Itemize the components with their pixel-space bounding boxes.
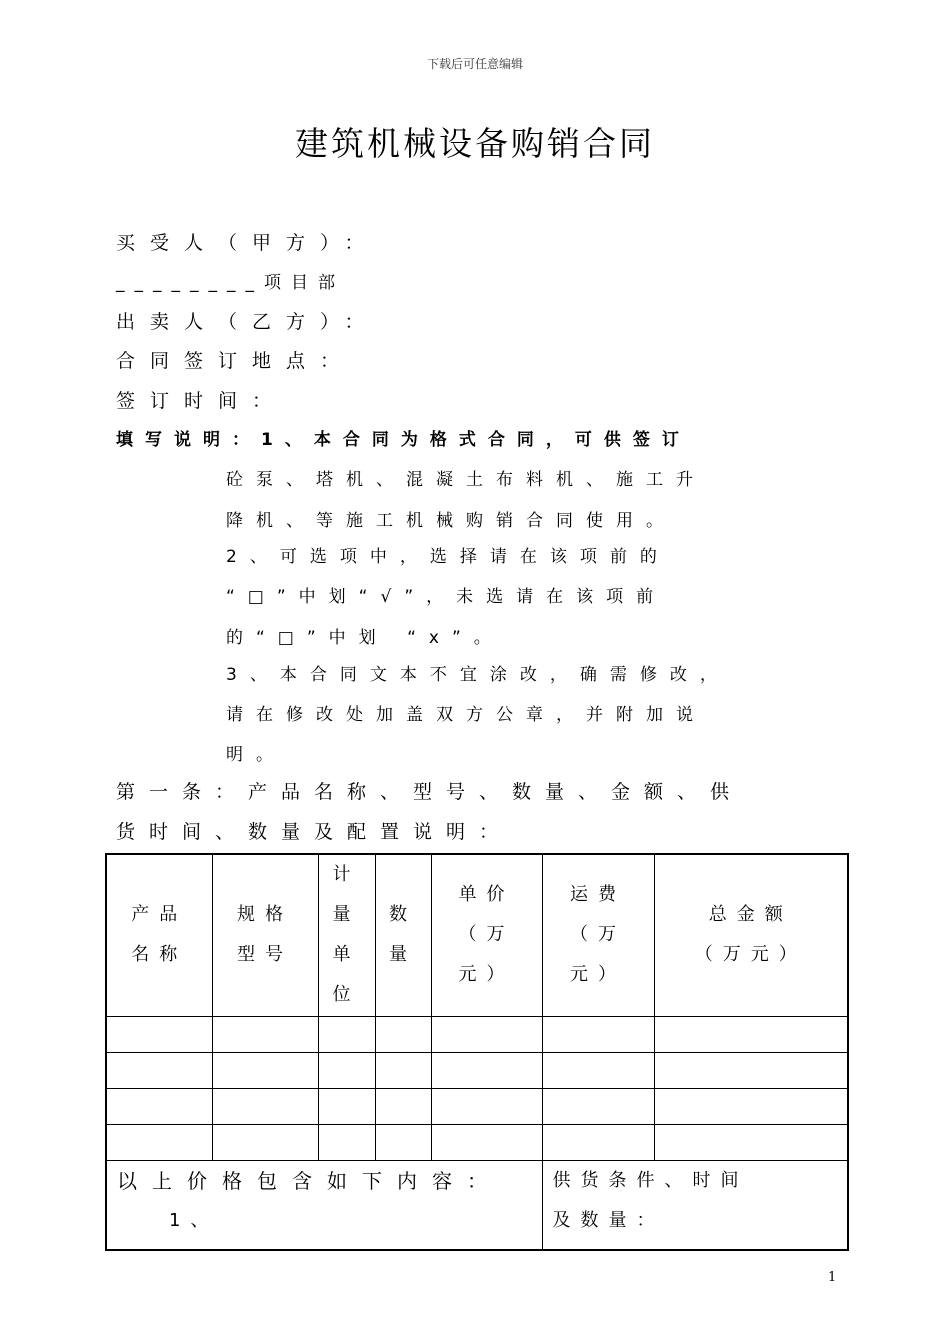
buyer-line: 买受人（甲方）：	[116, 232, 379, 254]
price-includes-cell: 以上价格包含如下内容： 1、	[106, 1160, 542, 1250]
table-row	[106, 1124, 848, 1160]
header-freight: 运费 （万 元）	[542, 854, 654, 1016]
article-1-line-2: 货时间、数量及配置说明：	[116, 821, 513, 843]
table-row	[106, 1016, 848, 1052]
table-row	[106, 1088, 848, 1124]
signing-place-line: 合同签订地点：	[116, 350, 355, 372]
page-number: 1	[828, 1270, 837, 1285]
instruction-1a: 填写说明：1、本合同为格式合同，可供签订	[116, 430, 691, 450]
instruction-1b: 砼泵、塔机、混凝土布料机、施工升	[226, 470, 706, 490]
product-table	[105, 853, 849, 1251]
signing-time-line: 签订时间：	[116, 390, 287, 412]
supply-conditions-cell: 供货条件、时间 及数量：	[542, 1160, 848, 1250]
page-header: 下载后可任意编辑	[426, 57, 523, 71]
document-title: 建筑机械设备购销合同	[295, 124, 655, 163]
instruction-3a: 3、本合同文本不宜涂改，确需修改，	[226, 665, 730, 685]
header-unit: 计 量 单 位	[318, 854, 375, 1016]
instruction-3c: 明。	[226, 745, 286, 765]
instruction-2c: 的“□”中划 “x”。	[226, 628, 504, 648]
instruction-2a: 2、可选项中，选择请在该项前的	[226, 547, 670, 567]
header-quantity: 数 量	[375, 854, 431, 1016]
header-total-amount: 总金额 （万元）	[654, 854, 848, 1016]
table-row	[106, 1052, 848, 1088]
instruction-1c: 降机、等施工机械购销合同使用。	[226, 511, 676, 531]
table-header-row	[106, 854, 848, 1016]
instruction-2b: “□”中划“√”，未选请在该项前	[226, 587, 667, 607]
instruction-3b: 请在修改处加盖双方公章，并附加说	[226, 705, 706, 725]
header-product-name: 产品 名称	[106, 854, 212, 1016]
seller-line: 出卖人（乙方）：	[116, 311, 379, 333]
header-unit-price: 单价 （万 元）	[431, 854, 542, 1016]
header-spec-model: 规格 型号	[212, 854, 318, 1016]
article-1-line-1: 第一条：产品名称、型号、数量、金额、供	[116, 781, 744, 803]
project-dept-line: ________项目部	[116, 273, 345, 293]
table-footer-row	[106, 1160, 848, 1250]
